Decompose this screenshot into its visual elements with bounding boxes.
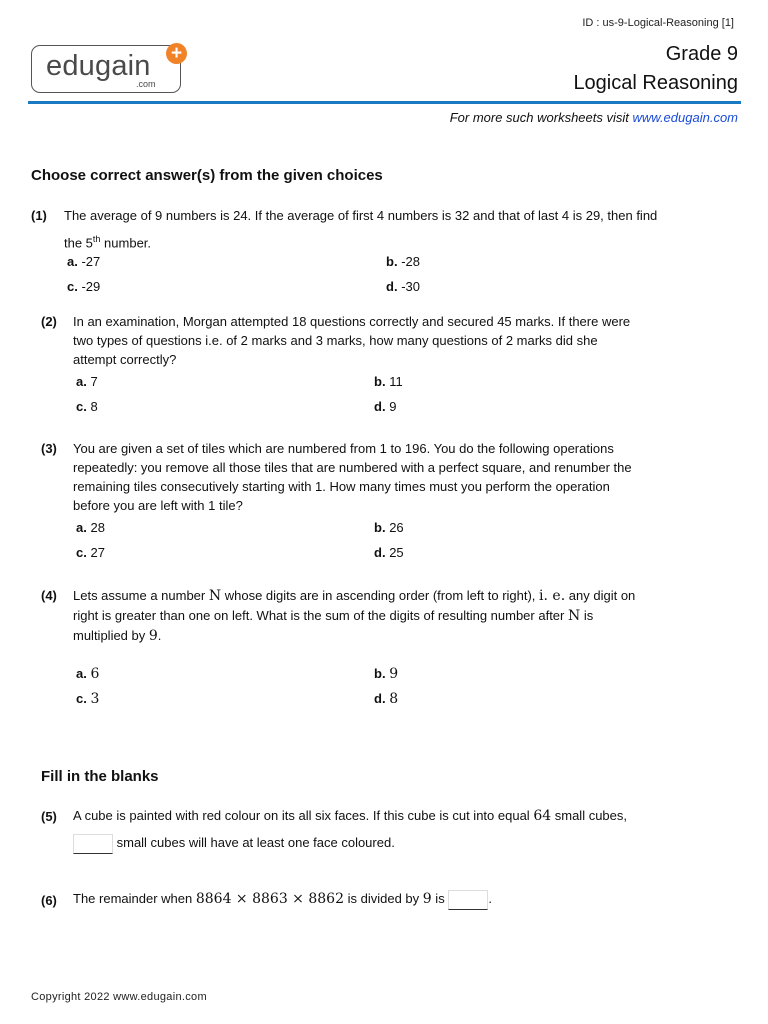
edugain-logo — [31, 45, 181, 93]
q4-math-n: N — [208, 588, 222, 604]
question-2-line-1: In an examination, Morgan attempted 18 questions correctly and secured 45 marks. If there were — [73, 314, 631, 329]
option-value: 27 — [90, 545, 105, 560]
option-label: d. — [374, 545, 386, 560]
question-4-option-b[interactable] — [374, 666, 398, 682]
question-3-line-4: before you are left with 1 tile? — [73, 498, 243, 513]
question-3-option-c[interactable] — [76, 545, 105, 560]
question-1-line-2 — [64, 230, 657, 252]
q5-text: A cube is painted with red colour on its all six faces. If this cube is cut into equal — [73, 808, 534, 823]
option-value: -27 — [81, 254, 101, 269]
option-value: -29 — [81, 279, 101, 294]
question-3-option-b[interactable] — [374, 520, 404, 535]
header-divider — [28, 101, 741, 104]
edugain-link[interactable]: www.edugain.com — [632, 110, 738, 125]
q4-text: multiplied by — [73, 628, 149, 643]
question-6-number: (6) — [41, 893, 57, 908]
question-1-text — [64, 206, 657, 252]
q4-text: any digit on — [565, 588, 636, 603]
question-3-line-1: You are given a set of tiles which are numbered from 1 to 196. You do the following operations — [73, 441, 614, 456]
mcq-section-title: Choose correct answer(s) from the given choices — [31, 167, 383, 184]
question-4-option-a[interactable] — [76, 666, 99, 682]
question-1-option-a[interactable] — [67, 254, 100, 269]
q4-text: whose digits are in ascending order (from left to right), — [221, 588, 540, 603]
question-4-line-3 — [73, 626, 635, 646]
question-4-text — [73, 586, 635, 646]
question-1-option-d[interactable] — [386, 279, 420, 294]
option-value: 8 — [389, 691, 399, 707]
question-2-line-2: two types of questions i.e. of 2 marks and 3 marks, how many questions of 2 marks did she — [73, 333, 598, 348]
option-value: 8 — [90, 399, 98, 414]
q5-text: small cubes will have at least one face coloured. — [113, 835, 395, 850]
option-value: 7 — [90, 374, 98, 389]
logo-plus-icon: + — [166, 43, 187, 64]
option-value: 26 — [389, 520, 404, 535]
logo-com: .com — [136, 79, 156, 89]
option-value: 3 — [90, 691, 100, 707]
question-5-line-2 — [73, 833, 395, 854]
option-value: 6 — [90, 666, 100, 682]
question-1-line-1: The average of 9 numbers is 24. If the average of first 4 numbers is 32 and that of last 4 is 29, then find — [64, 208, 658, 223]
question-4-line-1 — [73, 586, 635, 606]
grade-title: Grade 9 — [665, 43, 738, 65]
option-label: d. — [374, 399, 386, 414]
question-5-number: (5) — [41, 809, 57, 824]
question-4-option-c[interactable] — [76, 691, 99, 707]
question-3-line-2: repeatedly: you remove all those tiles that are numbered with a perfect square, and renumber the — [73, 460, 632, 475]
question-1-text-c: number. — [100, 235, 152, 251]
question-2-number: (2) — [41, 314, 57, 329]
option-label: a. — [76, 374, 87, 389]
question-2-option-c[interactable] — [76, 399, 98, 414]
question-5-answer-blank[interactable] — [73, 834, 113, 854]
copyright-footer: Copyright 2022 www.edugain.com — [31, 991, 207, 1003]
q5-math-64: 64 — [533, 808, 552, 824]
question-3-option-d[interactable] — [374, 545, 404, 560]
worksheet-id: ID : us-9-Logical-Reasoning [1] — [582, 17, 734, 29]
q6-text: is — [431, 891, 445, 906]
q6-math-9: 9 — [422, 891, 432, 907]
option-value: 28 — [90, 520, 105, 535]
option-value: -28 — [401, 254, 420, 269]
question-3-number: (3) — [41, 441, 57, 456]
option-label: b. — [374, 520, 386, 535]
question-1-text-b: the 5 — [64, 235, 93, 251]
question-2-option-b[interactable] — [374, 374, 403, 389]
option-label: a. — [67, 254, 78, 269]
more-prefix: For more such worksheets visit — [449, 110, 633, 125]
option-label: c. — [76, 545, 87, 560]
question-1-option-c[interactable] — [67, 279, 100, 294]
question-4-option-d[interactable] — [374, 691, 398, 707]
q6-text: The remainder when — [73, 891, 196, 906]
subject-title: Logical Reasoning — [573, 72, 738, 94]
option-label: d. — [386, 279, 398, 294]
option-value: 11 — [389, 374, 403, 389]
option-label: b. — [386, 254, 398, 269]
q4-text: Lets assume a number — [73, 588, 209, 603]
option-label: a. — [76, 666, 87, 681]
option-value: 9 — [389, 399, 397, 414]
question-2-text — [73, 312, 630, 369]
question-4-number: (4) — [41, 588, 57, 603]
option-label: c. — [67, 279, 78, 294]
option-label: b. — [374, 666, 386, 681]
question-3-text — [73, 439, 632, 515]
question-2-line-3: attempt correctly? — [73, 352, 177, 367]
option-label: d. — [374, 691, 386, 706]
question-6-answer-blank[interactable] — [448, 890, 488, 910]
question-2-option-a[interactable] — [76, 374, 98, 389]
option-value: 9 — [389, 666, 399, 682]
option-value: -30 — [401, 279, 420, 294]
q4-math-ie: i. e. — [539, 588, 566, 604]
question-1-number: (1) — [31, 208, 47, 223]
fill-section-title: Fill in the blanks — [41, 768, 159, 785]
question-1-option-b[interactable] — [386, 254, 420, 269]
q5-text: small cubes, — [551, 808, 628, 823]
option-label: a. — [76, 520, 87, 535]
option-label: c. — [76, 399, 87, 414]
q6-text: is divided by — [344, 891, 423, 906]
q4-text: is — [580, 608, 594, 623]
question-6-line — [73, 889, 492, 910]
q6-expression: 8864 × 8863 × 8862 — [195, 891, 344, 907]
question-4-line-2 — [73, 606, 635, 626]
q4-text: . — [157, 628, 162, 643]
q6-text: . — [488, 891, 492, 906]
option-label: b. — [374, 374, 386, 389]
question-2-option-d[interactable] — [374, 399, 396, 414]
q4-math-n: N — [567, 608, 581, 624]
logo-wordmark: edugain — [46, 50, 151, 82]
more-worksheets-note — [450, 110, 738, 125]
question-5-line-1 — [73, 806, 627, 826]
option-value: 25 — [389, 545, 404, 560]
question-3-line-3: remaining tiles consecutively starting with 1. How many times must you perform the operation — [73, 479, 610, 494]
q4-math-9: 9 — [148, 628, 158, 644]
question-1-sup: th — [92, 234, 101, 244]
option-label: c. — [76, 691, 87, 706]
question-3-option-a[interactable] — [76, 520, 105, 535]
q4-text: right is greater than one on left. What is the sum of the digits of resulting number after — [73, 608, 568, 623]
